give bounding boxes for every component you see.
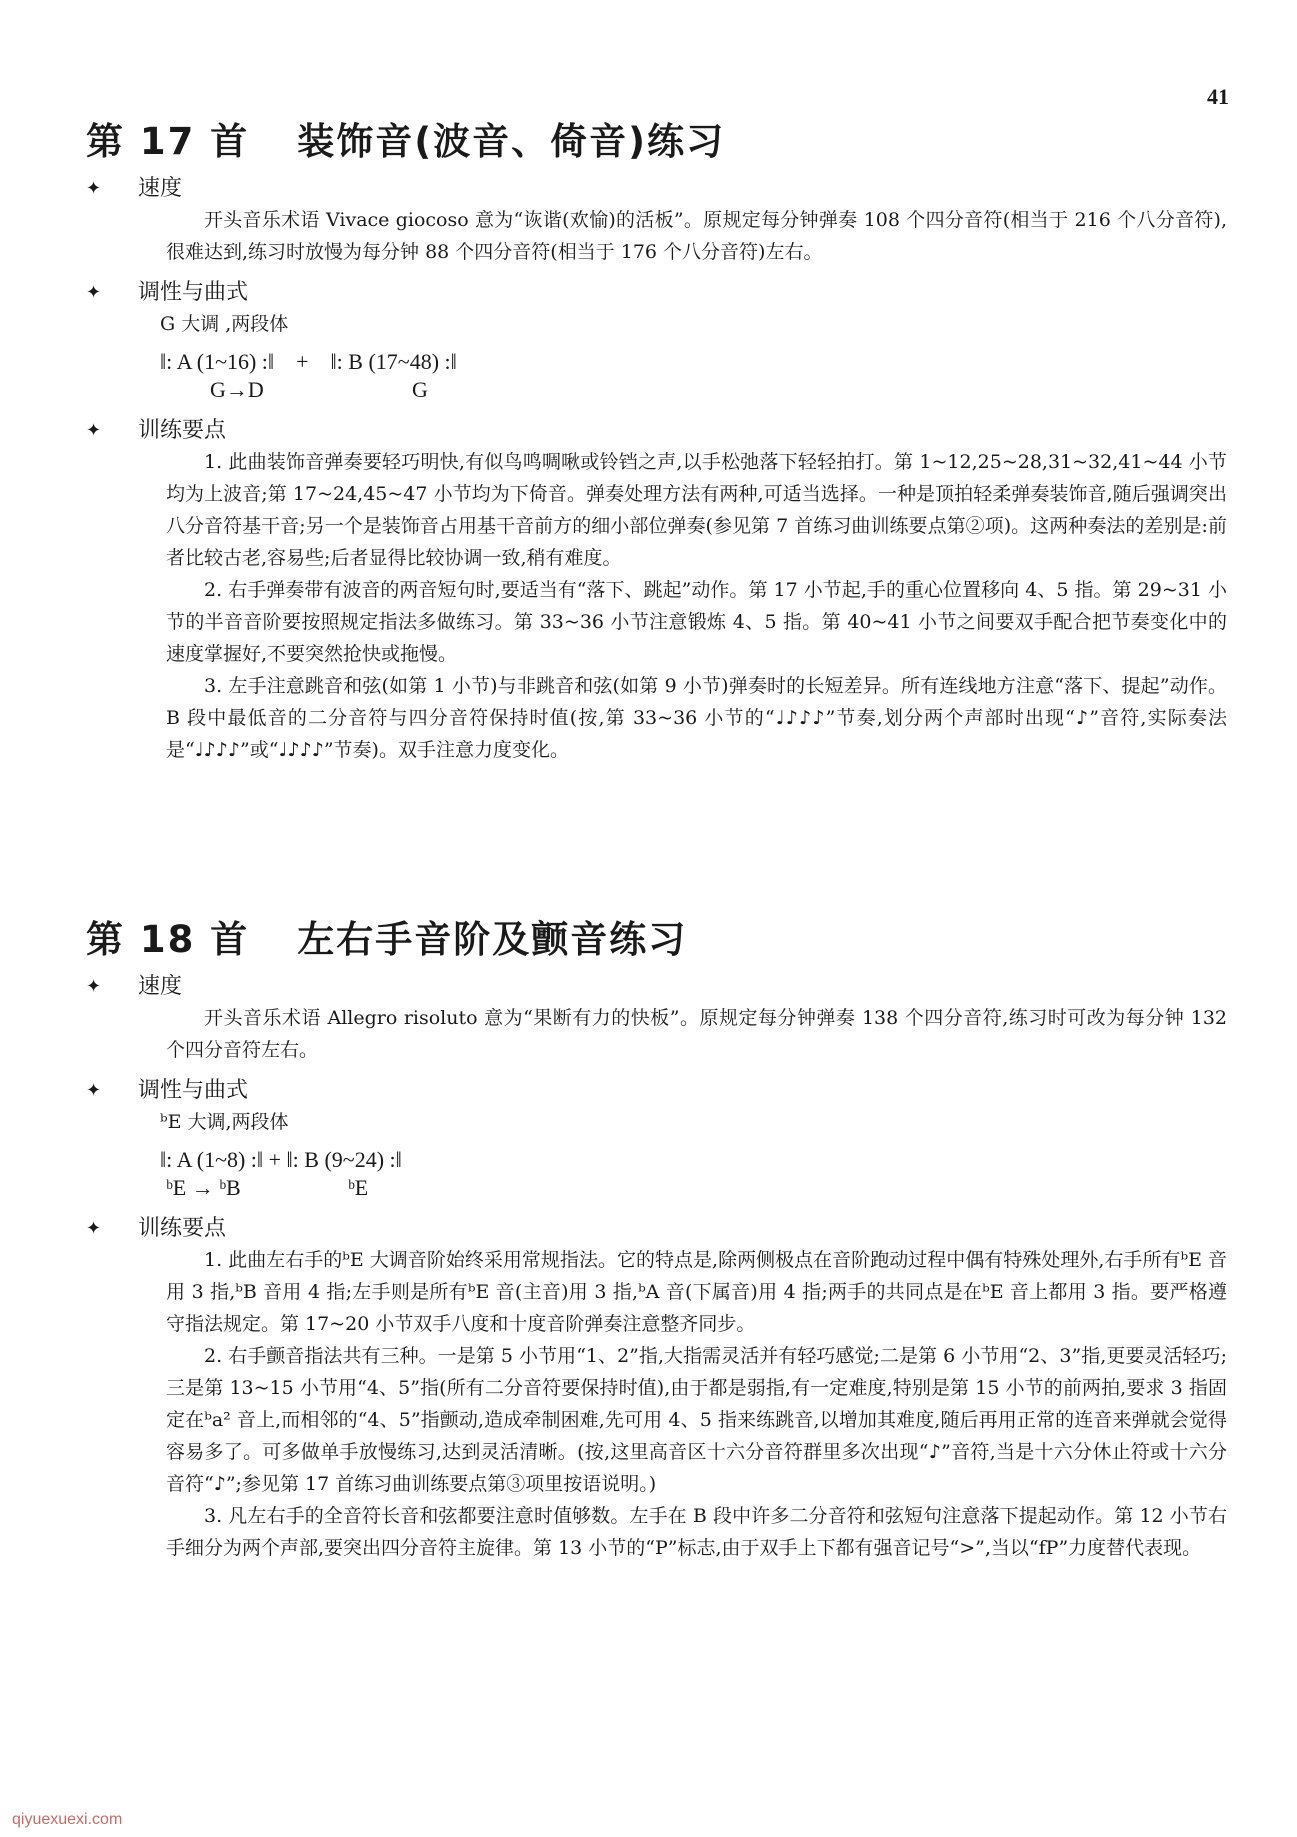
section-key (86, 278, 1227, 308)
form-keys (160, 1174, 1227, 1204)
section-points (86, 416, 1227, 446)
section-key (86, 1076, 1227, 1106)
point-item: 2. 右手颤音指法共有三种。一是第 5 小节用“1、2”指,大指需灵活并有轻巧感觉;二是第 6 小节用“2、3”指,更要灵活轻巧;三是第 13~15 小节用“4、5”指(所有二分音符要保持时值),由于都是弱指,有一定难度,特别是第 15 小节的前两拍,要求 3 指固定在ᵇa² 音上,而相邻的“4、5”指颤动,造成牵制困难,先可用 4、5 指来练跳音,以增加其难度,随后再用正常的连音来弹就会觉得容易多了。可多做单手放慢练习,达到灵活清晰。(按,这里高音区十六分音符群里多次出现“♪”音符,当是十六分休止符或十六分音符“♪”;参见第 17 首练习曲训练要点第③项里按语说明。) (166, 1345, 1227, 1496)
star-bullet-icon: ✦ (86, 420, 102, 442)
star-bullet-icon: ✦ (86, 178, 102, 200)
section-label: 调性与曲式 (138, 1078, 249, 1104)
section-points (86, 1214, 1227, 1244)
piece-title-text: 左右手音阶及颤音练习 (297, 918, 688, 961)
speed-text: 开头音乐术语 Vivace giocoso 意为“诙谐(欢愉)的活板”。原规定每分钟弹奏 108 个四分音符(相当于 216 个八分音符),很难达到,练习时放慢为每分钟 88 个四分音符(相当于 176 个八分音符)左右。 (166, 209, 1227, 264)
star-bullet-icon: ✦ (86, 1218, 102, 1240)
star-bullet-icon: ✦ (86, 1080, 102, 1102)
piece-title (86, 120, 1227, 164)
form-structure: ‖: A (1~16) :‖ + ‖: B (17~48) :‖ (160, 349, 457, 375)
piece-17 (86, 120, 1227, 766)
piece-title (86, 918, 1227, 962)
point-item: 1. 此曲装饰音弹奏要轻巧明快,有似鸟鸣啁啾或铃铛之声,以手松弛落下轻轻拍打。第 1~12,25~28,31~32,41~44 小节均为上波音;第 17~24,45~47 小节均为下倚音。弹奏处理方法有两种,可适当选择。一种是顶拍轻柔弹奏装饰音,随后强调突出八分音符基干音;另一个是装饰音占用基干音前方的细小部位弹奏(参见第 7 首练习曲训练要点第②项)。这两种奏法的差别是:前者比较古老,容易些;后者显得比较协调一致,稍有难度。 (166, 451, 1227, 570)
watermark: qiyuexuexi.com (12, 1811, 123, 1828)
section-speed (86, 174, 1227, 204)
star-bullet-icon: ✦ (86, 976, 102, 998)
point-item: 3. 左手注意跳音和弦(如第 1 小节)与非跳音和弦(如第 9 小节)弹奏时的长短差异。所有连线地方注意“落下、提起”动作。B 段中最低音的二分音符与四分音符保持时值(按,第 33~36 小节的“♩♪♪♪”节奏,划分两个声部时出现“♪”音符,实际奏法是“♩♪♪♪”或“♩♪♪♪”节奏)。双手注意力度变化。 (166, 675, 1227, 762)
form-keys (160, 376, 1227, 406)
piece-number: 第 17 首 (86, 120, 250, 163)
form-key-b: G (412, 377, 428, 403)
form-structure: ‖: A (1~8) :‖ + ‖: B (9~24) :‖ (160, 1147, 402, 1173)
piece-title-text: 装饰音(波音、倚音)练习 (297, 120, 726, 163)
speed-text: 开头音乐术语 Allegro risoluto 意为“果断有力的快板”。原规定每分钟弹奏 138 个四分音符,练习时可改为每分钟 132 个四分音符左右。 (166, 1007, 1227, 1062)
section-label: 训练要点 (138, 1216, 227, 1242)
point-item: 2. 右手弹奏带有波音的两音短句时,要适当有“落下、跳起”动作。第 17 小节起,手的重心位置移向 4、5 指。第 29~31 小节的半音音阶要按照规定指法多做练习。第 33~36 小节注意锻炼 4、5 指。第 40~41 小节之间要双手配合把节奏变化中的速度掌握好,不要突然抢快或拖慢。 (166, 579, 1227, 666)
piece-number: 第 18 首 (86, 918, 250, 961)
key-text: ᵇE 大调,两段体 (160, 1111, 289, 1134)
form-key-a: G→D (210, 377, 264, 403)
section-label: 速度 (138, 176, 183, 202)
point-item: 1. 此曲左右手的ᵇE 大调音阶始终采用常规指法。它的特点是,除两侧极点在音阶跑动过程中偶有特殊处理外,右手所有ᵇE 音用 3 指,ᵇB 音用 4 指;左手则是所有ᵇE 音(主音)用 3 指,ᵇA 音(下属音)用 4 指;两手的共同点是在ᵇE 音上都用 3 指。要严格遵守指法规定。第 17~20 小节双手八度和十度音阶弹奏注意整齐同步。 (166, 1249, 1227, 1336)
page-number: 41 (1207, 84, 1229, 109)
star-bullet-icon: ✦ (86, 282, 102, 304)
form-key-a: ᵇE → ᵇB (166, 1175, 241, 1201)
key-text: G 大调 ,两段体 (160, 313, 289, 336)
piece-18 (86, 918, 1227, 1564)
point-item: 3. 凡左右手的全音符长音和弦都要注意时值够数。左手在 B 段中许多二分音符和弦短句注意落下提起动作。第 12 小节右手细分为两个声部,要突出四分音符主旋律。第 13 小节的“P”标志,由于双手上下都有强音记号“>”,当以“fP”力度替代表现。 (166, 1505, 1227, 1560)
section-label: 调性与曲式 (138, 280, 249, 306)
section-label: 训练要点 (138, 418, 227, 444)
form-key-b: ᵇE (348, 1175, 369, 1201)
section-speed (86, 972, 1227, 1002)
section-label: 速度 (138, 974, 183, 1000)
